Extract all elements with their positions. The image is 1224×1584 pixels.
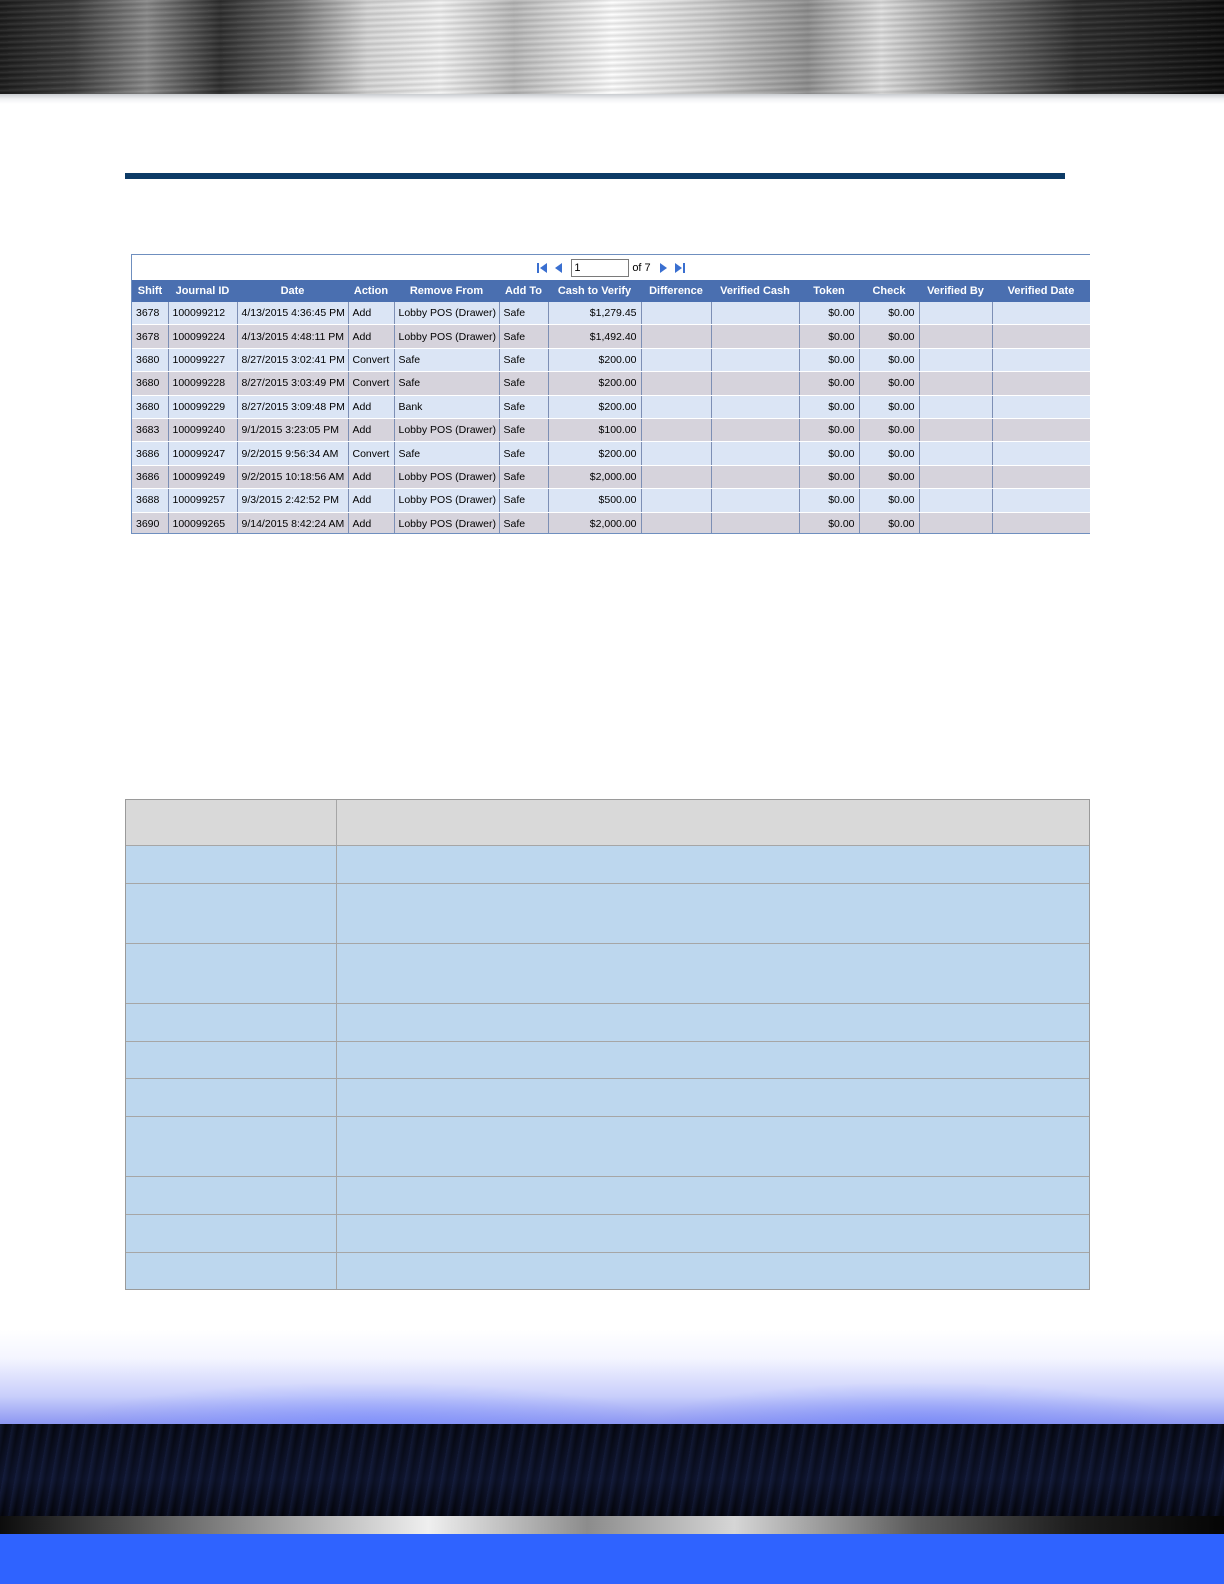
table-cell: $0.00 (799, 442, 859, 465)
description-row (126, 1253, 1089, 1289)
description-row (126, 846, 1089, 884)
table-cell (919, 465, 992, 488)
table-cell: Safe (499, 489, 548, 512)
header-banner (0, 0, 1224, 94)
table-cell (992, 325, 1090, 348)
column-header[interactable]: Journal ID (168, 280, 237, 302)
description-cell (126, 1042, 337, 1078)
table-cell: 3678 (132, 302, 168, 325)
table-cell: 100099227 (168, 348, 237, 371)
table-cell: 3678 (132, 325, 168, 348)
table-cell (992, 372, 1090, 395)
table-cell: Lobby POS (Drawer) (394, 489, 499, 512)
table-cell: $0.00 (859, 465, 919, 488)
description-row (126, 1004, 1089, 1042)
table-cell: $0.00 (799, 325, 859, 348)
table-cell: 100099229 (168, 395, 237, 418)
description-cell (337, 1215, 1089, 1252)
table-row[interactable] (132, 302, 1090, 325)
description-row (126, 884, 1089, 944)
grid-pager (132, 255, 1090, 280)
table-cell: 100099212 (168, 302, 237, 325)
table-cell (641, 512, 711, 534)
table-cell: 4/13/2015 4:48:11 PM (237, 325, 348, 348)
previous-page-icon[interactable] (552, 261, 565, 274)
table-cell: 100099228 (168, 372, 237, 395)
table-cell: 9/3/2015 2:42:52 PM (237, 489, 348, 512)
column-header[interactable]: Verified Cash (711, 280, 799, 302)
description-cell (126, 1253, 337, 1289)
table-cell: 8/27/2015 3:02:41 PM (237, 348, 348, 371)
table-cell: 3690 (132, 512, 168, 534)
table-cell: 100099257 (168, 489, 237, 512)
table-cell (641, 465, 711, 488)
table-cell (992, 442, 1090, 465)
table-cell: Add (348, 302, 394, 325)
table-cell: Lobby POS (Drawer) (394, 325, 499, 348)
section-title-rule (125, 173, 1065, 179)
table-cell (641, 325, 711, 348)
description-cell (337, 800, 1089, 845)
table-cell: $2,000.00 (548, 512, 641, 534)
table-cell: 3683 (132, 418, 168, 441)
table-cell (992, 465, 1090, 488)
table-cell: $0.00 (859, 442, 919, 465)
table-cell (919, 325, 992, 348)
table-cell: 3686 (132, 442, 168, 465)
table-cell (992, 348, 1090, 371)
table-cell (711, 512, 799, 534)
description-cell (337, 1253, 1089, 1289)
page-count-label: of 7 (632, 261, 651, 274)
table-cell (919, 512, 992, 534)
description-row (126, 1117, 1089, 1177)
table-row[interactable] (132, 348, 1090, 371)
table-cell: Safe (394, 348, 499, 371)
table-cell: 3688 (132, 489, 168, 512)
table-cell (711, 465, 799, 488)
column-header[interactable]: Date (237, 280, 348, 302)
table-cell: $1,492.40 (548, 325, 641, 348)
description-row (126, 1177, 1089, 1215)
table-cell (992, 302, 1090, 325)
table-cell: $0.00 (799, 489, 859, 512)
description-cell (337, 884, 1089, 943)
footer-glow (0, 1330, 1224, 1424)
column-header[interactable]: Remove From (394, 280, 499, 302)
table-cell (919, 418, 992, 441)
table-cell: $200.00 (548, 372, 641, 395)
table-cell: Safe (394, 372, 499, 395)
table-cell (992, 395, 1090, 418)
cash-verification-grid (131, 254, 1090, 534)
description-cell (337, 846, 1089, 883)
table-cell: $200.00 (548, 395, 641, 418)
table-cell (711, 395, 799, 418)
table-cell: $0.00 (859, 512, 919, 534)
table-cell (992, 489, 1090, 512)
description-cell (337, 1004, 1089, 1041)
column-header[interactable]: Add To (499, 280, 548, 302)
table-cell: $0.00 (859, 418, 919, 441)
table-cell: 4/13/2015 4:36:45 PM (237, 302, 348, 325)
table-cell (992, 512, 1090, 534)
table-cell: 3680 (132, 395, 168, 418)
table-cell (711, 302, 799, 325)
table-cell: $0.00 (859, 395, 919, 418)
table-cell: Lobby POS (Drawer) (394, 302, 499, 325)
table-cell: $0.00 (799, 512, 859, 534)
table-cell (992, 418, 1090, 441)
table-cell: $100.00 (548, 418, 641, 441)
table-cell: 9/14/2015 8:42:24 AM (237, 512, 348, 534)
table-cell (641, 395, 711, 418)
table-cell: $0.00 (859, 372, 919, 395)
table-cell: 8/27/2015 3:09:48 PM (237, 395, 348, 418)
table-cell: Bank (394, 395, 499, 418)
table-row[interactable] (132, 395, 1090, 418)
table-row[interactable] (132, 512, 1090, 534)
table-cell: $2,000.00 (548, 465, 641, 488)
table-cell (641, 489, 711, 512)
header-divider (0, 94, 1224, 104)
table-cell: $0.00 (859, 325, 919, 348)
table-cell: $0.00 (799, 302, 859, 325)
table-row[interactable] (132, 372, 1090, 395)
table-cell (641, 348, 711, 371)
table-cell: $200.00 (548, 442, 641, 465)
table-row[interactable] (132, 418, 1090, 441)
table-cell (919, 395, 992, 418)
footer-blue-bar (0, 1534, 1224, 1584)
description-cell (126, 1004, 337, 1041)
description-row (126, 944, 1089, 1004)
table-cell: Safe (499, 395, 548, 418)
table-cell: 3680 (132, 348, 168, 371)
table-cell: Add (348, 465, 394, 488)
column-header[interactable]: Difference (641, 280, 711, 302)
table-cell: $0.00 (799, 418, 859, 441)
table-cell (641, 418, 711, 441)
description-header-row (126, 800, 1089, 846)
table-cell: Lobby POS (Drawer) (394, 512, 499, 534)
table-cell: Add (348, 512, 394, 534)
grid-body (132, 302, 1090, 534)
table-cell (711, 325, 799, 348)
table-cell: $0.00 (799, 465, 859, 488)
table-cell: Lobby POS (Drawer) (394, 465, 499, 488)
table-cell: $500.00 (548, 489, 641, 512)
description-cell (126, 1079, 337, 1116)
table-cell: Safe (499, 465, 548, 488)
table-cell (919, 372, 992, 395)
table-cell: Safe (499, 372, 548, 395)
description-row (126, 1215, 1089, 1253)
table-cell: Add (348, 489, 394, 512)
table-cell (919, 489, 992, 512)
table-cell: Convert (348, 442, 394, 465)
table-cell (711, 372, 799, 395)
table-cell: $0.00 (799, 395, 859, 418)
table-row[interactable] (132, 489, 1090, 512)
description-cell (337, 944, 1089, 1003)
table-cell: $200.00 (548, 348, 641, 371)
table-cell: 100099249 (168, 465, 237, 488)
grid-table (132, 280, 1090, 534)
description-cell (337, 1177, 1089, 1214)
footer-dark-band (0, 1424, 1224, 1516)
table-cell: Safe (499, 325, 548, 348)
column-header[interactable]: Token (799, 280, 859, 302)
table-cell: 100099240 (168, 418, 237, 441)
table-cell (711, 489, 799, 512)
table-cell (919, 302, 992, 325)
description-row (126, 1042, 1089, 1079)
first-page-icon[interactable] (535, 261, 548, 274)
table-cell: Add (348, 325, 394, 348)
table-cell: Convert (348, 348, 394, 371)
table-cell: $0.00 (859, 302, 919, 325)
description-cell (126, 1117, 337, 1176)
table-cell (919, 442, 992, 465)
table-cell: $0.00 (859, 489, 919, 512)
grid-header-row (132, 280, 1090, 302)
table-cell: 9/2/2015 10:18:56 AM (237, 465, 348, 488)
table-cell: Safe (499, 512, 548, 534)
table-cell: $0.00 (799, 348, 859, 371)
table-cell: Safe (394, 442, 499, 465)
description-cell (126, 884, 337, 943)
column-header[interactable]: Verified Date (992, 280, 1090, 302)
description-cell (126, 846, 337, 883)
table-cell: Safe (499, 418, 548, 441)
table-cell: $0.00 (799, 372, 859, 395)
description-cell (126, 944, 337, 1003)
description-cell (337, 1042, 1089, 1078)
description-cell (126, 800, 337, 845)
table-cell: Lobby POS (Drawer) (394, 418, 499, 441)
table-cell: $0.00 (859, 348, 919, 371)
description-row (126, 1079, 1089, 1117)
table-cell: Add (348, 418, 394, 441)
table-cell: 8/27/2015 3:03:49 PM (237, 372, 348, 395)
table-row[interactable] (132, 325, 1090, 348)
table-cell (919, 348, 992, 371)
table-cell: Safe (499, 302, 548, 325)
next-page-icon[interactable] (657, 261, 670, 274)
table-cell (641, 372, 711, 395)
last-page-icon[interactable] (674, 261, 687, 274)
column-header[interactable]: Action (348, 280, 394, 302)
column-header[interactable]: Verified By (919, 280, 992, 302)
table-cell (641, 442, 711, 465)
table-cell: 9/2/2015 9:56:34 AM (237, 442, 348, 465)
table-cell (641, 302, 711, 325)
table-cell: Safe (499, 442, 548, 465)
column-header[interactable]: Shift (132, 280, 168, 302)
table-cell (711, 442, 799, 465)
table-cell: 3680 (132, 372, 168, 395)
table-cell: Convert (348, 372, 394, 395)
table-cell (711, 348, 799, 371)
table-cell (711, 418, 799, 441)
table-cell: 3686 (132, 465, 168, 488)
description-table (125, 799, 1090, 1290)
description-cell (337, 1117, 1089, 1176)
column-header[interactable]: Check (859, 280, 919, 302)
description-cell (126, 1215, 337, 1252)
column-header[interactable]: Cash to Verify (548, 280, 641, 302)
table-cell: Add (348, 395, 394, 418)
description-cell (337, 1079, 1089, 1116)
table-cell: 100099265 (168, 512, 237, 534)
description-cell (126, 1177, 337, 1214)
page-number-input[interactable] (571, 259, 629, 277)
table-cell: 9/1/2015 3:23:05 PM (237, 418, 348, 441)
table-cell: 100099247 (168, 442, 237, 465)
footer-metal-strip (0, 1516, 1224, 1534)
table-row[interactable] (132, 442, 1090, 465)
table-row[interactable] (132, 465, 1090, 488)
table-cell: Safe (499, 348, 548, 371)
table-cell: $1,279.45 (548, 302, 641, 325)
table-cell: 100099224 (168, 325, 237, 348)
